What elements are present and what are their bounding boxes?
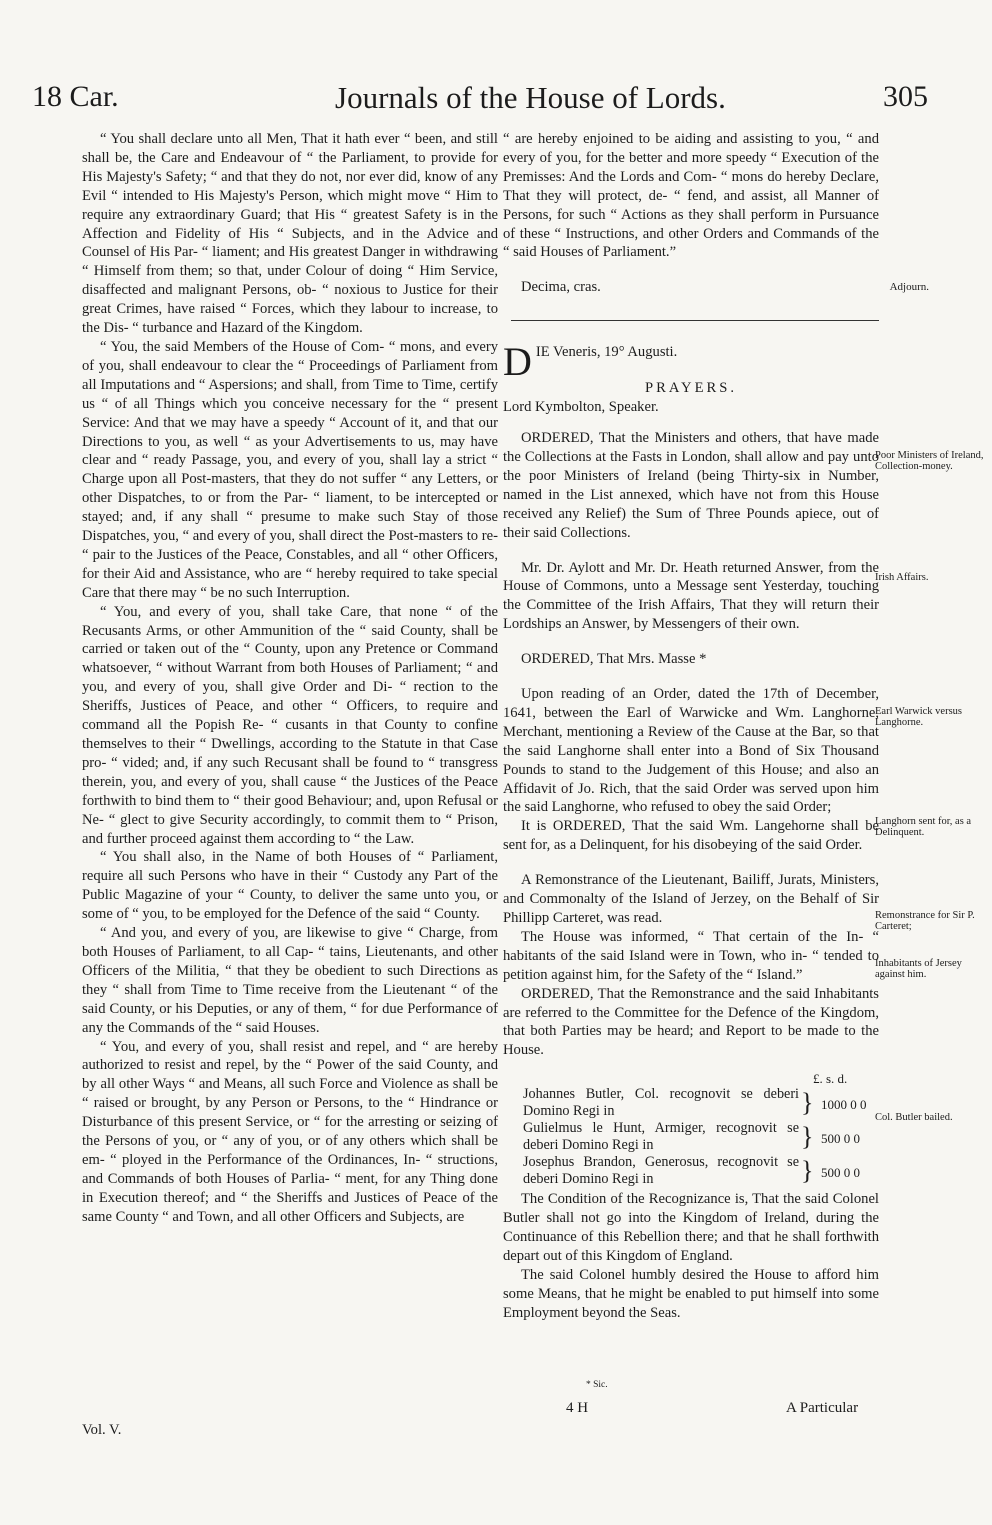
recognizance-condition: The Condition of the Recognizance is, That the said Colonel Butler shall not go into the Kingdom of Ireland, during the Continuance of this Rebellion there; and that he shall forthwith depart out of this Kingdom of England. <box>503 1191 879 1264</box>
adjournment-line <box>503 278 929 297</box>
margin-note: Langhorn sent for, as a Delinquent. <box>875 816 972 838</box>
left-paragraph: “ You, the said Members of the House of Com- “ mons, and every of you, shall endeavour to clear the “ Proceedings of Parliament from all Imputations and “ Aspersions; and shall, from Time to Time, certify us “ of all Things which you conceive necessary for the “ present Service: And that we may have a speedy “ Account of it, and that our Directions to you, as well “ as your Advertisements to us, may have clear and “ ready Passage, you, and every of you, shall lay a strict “ Charge upon all Post-masters, that they do not suffer “ any Letters, or other Dispatches, to or from the Par- “ liament, to be intercepted or stayed; and, if any shall “ presume to make such Stay of those Dispatches, you, “ and every of you, shall direct the Post-masters to re- “ pair to the Justices of the Peace, Constables, and all “ other Officers, for their Aid and Assistance, who are “ hereby required to take special Care that there may “ be no such Interruption. <box>82 338 498 601</box>
margin-note: Earl Warwick versus Langhorne. <box>875 706 963 728</box>
recognizance-entry: Johannes Butler, Col. recognovit se deberi Domino Regi in <box>523 1086 799 1120</box>
irish-affairs-answer: Mr. Dr. Aylott and Mr. Dr. Heath returned Answer, from the House of Commons, unto a Message sent Yesterday, touching the Committee of the Irish Affairs, That they will return their Lordships an Answer, by Messengers of their own. <box>503 559 879 633</box>
recognizance-table <box>503 1071 879 1188</box>
brace: } <box>801 1122 814 1152</box>
margin-note: Col. Butler bailed. <box>875 1112 953 1123</box>
order-referred: ORDERED, That the Remonstrance and the said Inhabitants are referred to the Committee for the Defence of the Kingdom, that both Parties may be heard; and Report to be made to the House. <box>503 985 879 1059</box>
running-header <box>0 80 992 132</box>
day-heading <box>503 339 879 385</box>
drop-cap: D <box>503 339 532 385</box>
order-mrs-masse: ORDERED, That Mrs. Masse * <box>521 651 707 668</box>
colonel-request: The said Colonel humbly desired the House to afford him some Means, that he might be enabled to put himself into some Employment beyond the Seas. <box>503 1266 879 1321</box>
recognizance-amount: 1000 0 0 <box>821 1097 867 1113</box>
lsd-header: £. s. d. <box>813 1071 848 1087</box>
house-informed: The House was informed, “ That certain of the In- “ habitants of the said Island were in Town, who in- “ tended to petition against him, for the Safety of the “ Island.” <box>503 928 879 983</box>
margin-note: Poor Ministers of Ireland, Collection-money. <box>875 450 984 472</box>
catchword: A Particular <box>786 1400 859 1416</box>
header-title: Journals of the House of Lords. <box>335 80 726 115</box>
margin-note: Irish Affairs. <box>875 572 929 583</box>
page-number: 305 <box>883 80 928 113</box>
left-paragraph: “ And you, and every of you, are likewise to give “ Charge, from both Houses of Parliament, to all Cap- “ tains, Lieutenants, and other Officers of the Militia, “ that they be obedient to such Directions as they “ shall from Time to Time receive from the Lieutenant “ of the said County, or his Deputies, or any of them, “ for due Performance of any the Commands of the “ said Houses. <box>82 925 498 1036</box>
jerzey-remonstrance: A Remonstrance of the Lieutenant, Bailiff, Jurats, Ministers, and Commonalty of the Island of Jerzey, on the Behalf of Sir Phillipp Carteret, was read. <box>503 872 879 926</box>
decima-cras: Decima, cras. <box>521 279 601 296</box>
brace: } <box>801 1156 814 1186</box>
left-paragraph: “ You, and every of you, shall take Care, that none “ of the Recusants Arms, or other Ammunition of the “ said County, shall be carried or taken out of the “ County, upon any Pretence or Command whatsoever, “ without Warrant from both Houses of Parliament; “ and you, and every of you, shall give Order and Di- “ rection to the Sheriffs, Justices of Peace, and other “ Officers, to require and command all the Popish Re- “ cusants in that County to confine themselves to their “ Dwellings, according to the Statute in that Case pro- “ vided; and, if any such Recusant shall be found to “ transgress therein, you, and every of you, shall cause “ the Justices of the Peace forthwith to bind them to “ their good Behaviour; and, upon Refusal or Ne- “ glect to give Security accordingly, to commit them to “ Prison, and further proceed against them according to “ the Law. <box>82 603 498 847</box>
speaker-line: Lord Kymbolton, Speaker. <box>503 399 659 416</box>
langhorne-sent-for: It is ORDERED, That the said Wm. Langehorne shall be sent for, as a Delinquent, for his disobeying of the said Order. <box>503 818 879 854</box>
header-reign: 18 Car. <box>32 80 119 113</box>
left-paragraph: “ You shall also, in the Name of both Houses of “ Parliament, require all such Persons who have in their “ Custody any Part of the Public Magazine of your “ County, to deliver the same unto you, or some of “ you, to be employed for the Defence of the said “ County. <box>82 849 498 923</box>
recognizance-entry: Josephus Brandon, Generosus, recognovit se deberi Domino Regi in <box>523 1154 799 1188</box>
volume-label: Vol. V. <box>82 1422 122 1438</box>
warwicke-order: Upon reading of an Order, dated the 17th of December, 1641, between the Earl of Warwicke and Wm. Langhorne, Merchant, mentioning a Review of the Cause at the Bar, so that the said Langhorne shall enter into a Bond of Six Thousand Pounds to stand to the Judgement of this House; and also an Affidavit of Jo. Rich, that the said Order was served upon him the said Langhorne, who refused to obey the said Order; <box>503 686 879 816</box>
page-footer <box>0 1400 992 1438</box>
footnote: * Sic. <box>586 1380 608 1390</box>
adjourn-note: Adjourn. <box>889 281 929 294</box>
margin-note: Inhabitants of Jersey against him. <box>875 958 962 980</box>
signature-mark: 4 H <box>566 1400 589 1416</box>
recognizance-amount: 500 0 0 <box>821 1131 860 1147</box>
instructions-continuation: “ are hereby enjoined to be aiding and assisting to you, “ and every of you, for the better and more speedy “ Execution of the Premisses: And the Lords and Com- “ mons do hereby Declare, That they will protect, de- “ fend, and assist, all Manner of Persons, for such “ Actions as they shall perform in Pursuance of these “ Instructions, and other Orders and Commands of the “ said Houses of Parliament.” <box>503 131 879 261</box>
margin-note: Remonstrance for Sir P. Carteret; <box>875 910 975 932</box>
left-column <box>82 130 498 1227</box>
order-poor-ministers: ORDERED, That the Ministers and others, that have made the Collections at the Fasts in London, shall allow and pay unto the poor Ministers of Ireland (being Thirty-six in Number, named in the List annexed, which have not from this House received any Relief) the Sum of Three Pounds apiece, out of their said Collections. <box>503 430 879 541</box>
brace: } <box>801 1088 814 1118</box>
day-heading-text: IE Veneris, 19° Augusti. <box>535 344 678 361</box>
prayers-heading: PRAYERS. <box>644 380 737 397</box>
recognizance-amount: 500 0 0 <box>821 1165 860 1181</box>
left-paragraph: “ You shall declare unto all Men, That it hath ever “ been, and still shall be, the Care and Endeavour of “ the Parliament, to provide for His Majesty's Safety; “ and that they do not, nor ever did, know of any Evil “ intended to His Majesty's Person, which might move “ Him to require any extraordinary Guard; that His “ greatest Safety is in the Affection and Fidelity of His “ Subjects, and in the Advice and Counsel of His Par- “ liament; and His greatest Danger in withdrawing “ Himself from them; so that, under Colour of doing “ Him Service, disaffected and malignant Persons, ob- “ noxious to Justice for their great Crimes, have raised “ Forces, which they labour to increase, to the Dis- “ turbance and Hazard of the Kingdom. <box>82 131 498 337</box>
recognizance-entry: Gulielmus le Hunt, Armiger, recognovit se deberi Domino Regi in <box>523 1120 799 1154</box>
section-rule <box>511 320 879 321</box>
left-paragraph: “ You, and every of you, shall resist and repel, and “ are hereby authorized to resist and repel, by the “ Power of the said County, and by all other Ways “ and Means, all such Force and Violence as shall be “ raised or brought, by any Person or Persons, to the “ Hindrance or Disturbance of this present Service, or “ for the arresting or seizing of the Persons of you, or “ any of you, or of any others which shall be em- “ ployed in the Performance of the Ordinances, In- “ structions, and Commands of both Houses of Parlia- “ ment, for any Thing done in Execution thereof; and “ the Sheriffs and Justices of Peace of the same County “ and Town, and all other Officers and Subjects, are <box>82 1038 498 1225</box>
